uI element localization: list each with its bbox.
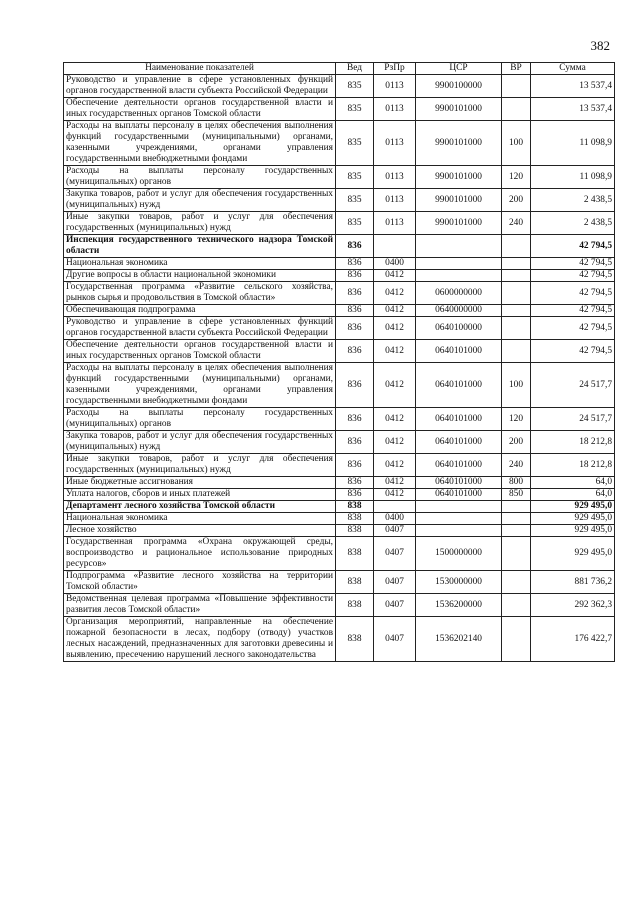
page-number: 382 — [590, 38, 610, 53]
row-name: Инспекция государственного технического надзора Томской области — [64, 235, 336, 258]
row-sum: 24 517,7 — [531, 408, 615, 431]
row-sum: 42 794,5 — [531, 270, 615, 282]
row-ved: 836 — [336, 258, 374, 270]
row-rzpr: 0400 — [374, 258, 416, 270]
row-sum: 881 736,2 — [531, 571, 615, 594]
row-rzpr: 0407 — [374, 571, 416, 594]
row-ved: 838 — [336, 537, 374, 571]
row-vr — [502, 75, 531, 98]
row-rzpr: 0113 — [374, 189, 416, 212]
row-name: Другие вопросы в области национальной экономики — [64, 270, 336, 282]
row-rzpr: 0412 — [374, 363, 416, 408]
table-row — [64, 431, 615, 454]
row-csr — [416, 235, 502, 258]
row-vr — [502, 501, 531, 513]
row-name: Расходы на выплаты персоналу в целях обеспечения выполнения функций государственными (муниципальными) органами, казенными учреждениями, органами управления государственными внебюджетными фондами — [64, 121, 336, 166]
row-ved: 835 — [336, 189, 374, 212]
row-rzpr: 0113 — [374, 75, 416, 98]
table-row — [64, 363, 615, 408]
row-rzpr: 0412 — [374, 270, 416, 282]
row-name: Национальная экономика — [64, 258, 336, 270]
table-row — [64, 235, 615, 258]
table-row — [64, 454, 615, 477]
row-sum: 292 362,3 — [531, 594, 615, 617]
row-vr: 240 — [502, 454, 531, 477]
row-csr: 0640100000 — [416, 317, 502, 340]
row-csr — [416, 258, 502, 270]
table-row — [64, 477, 615, 489]
row-rzpr: 0412 — [374, 489, 416, 501]
row-csr: 1500000000 — [416, 537, 502, 571]
table-row — [64, 189, 615, 212]
row-vr — [502, 571, 531, 594]
row-sum: 2 438,5 — [531, 212, 615, 235]
row-sum: 42 794,5 — [531, 340, 615, 363]
table-row — [64, 525, 615, 537]
row-csr: 9900101000 — [416, 121, 502, 166]
row-csr: 9900101000 — [416, 189, 502, 212]
row-name: Обеспечение деятельности органов государственной власти и иных государственных органов Томской области — [64, 340, 336, 363]
row-sum: 42 794,5 — [531, 282, 615, 305]
row-name: Департамент лесного хозяйства Томской области — [64, 501, 336, 513]
row-sum: 64,0 — [531, 477, 615, 489]
row-vr — [502, 340, 531, 363]
row-rzpr: 0412 — [374, 477, 416, 489]
row-vr: 100 — [502, 363, 531, 408]
row-rzpr: 0113 — [374, 98, 416, 121]
header-name: Наименование показателей — [64, 63, 336, 75]
row-ved: 838 — [336, 571, 374, 594]
row-ved: 836 — [336, 489, 374, 501]
row-vr: 200 — [502, 189, 531, 212]
row-name: Иные закупки товаров, работ и услуг для обеспечения государственных (муниципальных) нужд — [64, 212, 336, 235]
row-ved: 835 — [336, 212, 374, 235]
row-rzpr — [374, 501, 416, 513]
row-ved: 838 — [336, 617, 374, 662]
row-name: Руководство и управление в сфере установленных функций органов государственной власти субъекта Российской Федерации — [64, 317, 336, 340]
row-vr — [502, 270, 531, 282]
row-name: Лесное хозяйство — [64, 525, 336, 537]
row-name: Государственная программа «Развитие сельского хозяйства, рынков сырья и продовольствия в Томской области» — [64, 282, 336, 305]
row-sum: 11 098,9 — [531, 166, 615, 189]
table-row — [64, 513, 615, 525]
row-csr — [416, 501, 502, 513]
row-csr: 1536202140 — [416, 617, 502, 662]
row-sum: 929 495,0 — [531, 501, 615, 513]
row-csr — [416, 525, 502, 537]
row-sum: 42 794,5 — [531, 317, 615, 340]
row-csr: 1536200000 — [416, 594, 502, 617]
row-csr: 0640101000 — [416, 431, 502, 454]
table-row — [64, 317, 615, 340]
row-ved: 836 — [336, 340, 374, 363]
row-ved: 836 — [336, 317, 374, 340]
row-name: Иные бюджетные ассигнования — [64, 477, 336, 489]
row-ved: 836 — [336, 477, 374, 489]
row-rzpr: 0407 — [374, 594, 416, 617]
row-csr: 0640101000 — [416, 408, 502, 431]
table-row — [64, 282, 615, 305]
row-vr — [502, 258, 531, 270]
row-sum: 24 517,7 — [531, 363, 615, 408]
table-row — [64, 98, 615, 121]
row-rzpr: 0412 — [374, 317, 416, 340]
row-ved: 836 — [336, 363, 374, 408]
table-row — [64, 121, 615, 166]
row-csr: 0640101000 — [416, 454, 502, 477]
row-ved: 836 — [336, 454, 374, 477]
row-vr: 120 — [502, 166, 531, 189]
row-name: Ведомственная целевая программа «Повышение эффективности развития лесов Томской области» — [64, 594, 336, 617]
row-sum: 11 098,9 — [531, 121, 615, 166]
row-rzpr — [374, 235, 416, 258]
row-name: Обеспечение деятельности органов государственной власти и иных государственных органов Томской области — [64, 98, 336, 121]
row-ved: 836 — [336, 431, 374, 454]
header-ved: Вед — [336, 63, 374, 75]
row-vr — [502, 282, 531, 305]
row-sum: 42 794,5 — [531, 258, 615, 270]
table-row — [64, 571, 615, 594]
row-name: Организация мероприятий, направленные на обеспечение пожарной безопасности в лесах, подбору (отводу) участков лесных насаждений, предназначенных для заготовки древесины и выявлению, пресечению нарушений лесного законодательства — [64, 617, 336, 662]
row-vr — [502, 594, 531, 617]
row-sum: 2 438,5 — [531, 189, 615, 212]
table-row — [64, 305, 615, 317]
table-row — [64, 75, 615, 98]
row-csr — [416, 270, 502, 282]
budget-table — [63, 62, 615, 662]
row-csr: 0640101000 — [416, 363, 502, 408]
row-ved: 836 — [336, 270, 374, 282]
row-name: Подпрограмма «Развитие лесного хозяйства на территории Томской области» — [64, 571, 336, 594]
header-sum: Сумма — [531, 63, 615, 75]
row-csr: 0640000000 — [416, 305, 502, 317]
table-row — [64, 489, 615, 501]
row-name: Закупка товаров, работ и услуг для обеспечения государственных (муниципальных) нужд — [64, 431, 336, 454]
row-vr: 200 — [502, 431, 531, 454]
row-name: Обеспечивающая подпрограмма — [64, 305, 336, 317]
table-row — [64, 258, 615, 270]
row-rzpr: 0412 — [374, 454, 416, 477]
row-vr: 120 — [502, 408, 531, 431]
row-sum: 929 495,0 — [531, 537, 615, 571]
row-ved: 836 — [336, 408, 374, 431]
row-rzpr: 0412 — [374, 431, 416, 454]
row-rzpr: 0412 — [374, 408, 416, 431]
row-rzpr: 0113 — [374, 212, 416, 235]
row-rzpr: 0113 — [374, 121, 416, 166]
row-name: Иные закупки товаров, работ и услуг для обеспечения государственных (муниципальных) нужд — [64, 454, 336, 477]
row-ved: 836 — [336, 305, 374, 317]
row-ved: 835 — [336, 121, 374, 166]
row-name: Расходы на выплаты персоналу государственных (муниципальных) органов — [64, 166, 336, 189]
row-sum: 42 794,5 — [531, 235, 615, 258]
row-vr: 100 — [502, 121, 531, 166]
row-vr — [502, 317, 531, 340]
row-csr: 0600000000 — [416, 282, 502, 305]
row-name: Национальная экономика — [64, 513, 336, 525]
row-sum: 13 537,4 — [531, 75, 615, 98]
row-vr — [502, 537, 531, 571]
table-row — [64, 270, 615, 282]
row-csr: 0640101000 — [416, 477, 502, 489]
row-name: Руководство и управление в сфере установленных функций органов государственной власти субъекта Российской Федерации — [64, 75, 336, 98]
row-rzpr: 0412 — [374, 305, 416, 317]
table-row — [64, 212, 615, 235]
row-csr: 0640101000 — [416, 489, 502, 501]
row-vr — [502, 305, 531, 317]
row-rzpr: 0407 — [374, 537, 416, 571]
header-rzpr: РзПр — [374, 63, 416, 75]
row-csr: 9900100000 — [416, 75, 502, 98]
table-row — [64, 340, 615, 363]
table-row — [64, 501, 615, 513]
row-rzpr: 0113 — [374, 166, 416, 189]
table-row — [64, 617, 615, 662]
table-row — [64, 166, 615, 189]
row-ved: 838 — [336, 594, 374, 617]
row-ved: 838 — [336, 525, 374, 537]
row-ved: 838 — [336, 501, 374, 513]
row-sum: 929 495,0 — [531, 513, 615, 525]
row-name: Государственная программа «Охрана окружающей среды, воспроизводство и рациональное использование природных ресурсов» — [64, 537, 336, 571]
row-csr: 9900101000 — [416, 166, 502, 189]
table-body — [64, 75, 615, 662]
row-csr: 0640101000 — [416, 340, 502, 363]
row-sum: 64,0 — [531, 489, 615, 501]
row-name: Уплата налогов, сборов и иных платежей — [64, 489, 336, 501]
row-rzpr: 0412 — [374, 340, 416, 363]
row-sum: 929 495,0 — [531, 525, 615, 537]
row-rzpr: 0407 — [374, 617, 416, 662]
header-csr: ЦСР — [416, 63, 502, 75]
row-ved: 836 — [336, 235, 374, 258]
row-sum: 18 212,8 — [531, 431, 615, 454]
row-rzpr: 0400 — [374, 513, 416, 525]
row-ved: 838 — [336, 513, 374, 525]
row-name: Расходы на выплаты персоналу в целях обеспечения выполнения функций государственными (муниципальными) органами, казенными учреждениями, органами управления государственными внебюджетными фондами — [64, 363, 336, 408]
row-ved: 835 — [336, 75, 374, 98]
row-vr — [502, 513, 531, 525]
row-ved: 835 — [336, 166, 374, 189]
table-row — [64, 408, 615, 431]
table-header-row — [64, 63, 615, 75]
row-ved: 836 — [336, 282, 374, 305]
header-vr: ВР — [502, 63, 531, 75]
row-csr: 9900101000 — [416, 212, 502, 235]
row-vr — [502, 525, 531, 537]
row-csr: 1530000000 — [416, 571, 502, 594]
row-sum: 176 422,7 — [531, 617, 615, 662]
row-vr: 850 — [502, 489, 531, 501]
row-vr — [502, 98, 531, 121]
row-vr — [502, 617, 531, 662]
row-vr — [502, 235, 531, 258]
row-rzpr: 0407 — [374, 525, 416, 537]
row-csr — [416, 513, 502, 525]
table-row — [64, 594, 615, 617]
table-row — [64, 537, 615, 571]
row-sum: 13 537,4 — [531, 98, 615, 121]
row-vr: 240 — [502, 212, 531, 235]
row-sum: 42 794,5 — [531, 305, 615, 317]
row-ved: 835 — [336, 98, 374, 121]
row-sum: 18 212,8 — [531, 454, 615, 477]
row-name: Закупка товаров, работ и услуг для обеспечения государственных (муниципальных) нужд — [64, 189, 336, 212]
row-name: Расходы на выплаты персоналу государственных (муниципальных) органов — [64, 408, 336, 431]
row-csr: 9900101000 — [416, 98, 502, 121]
row-vr: 800 — [502, 477, 531, 489]
row-rzpr: 0412 — [374, 282, 416, 305]
